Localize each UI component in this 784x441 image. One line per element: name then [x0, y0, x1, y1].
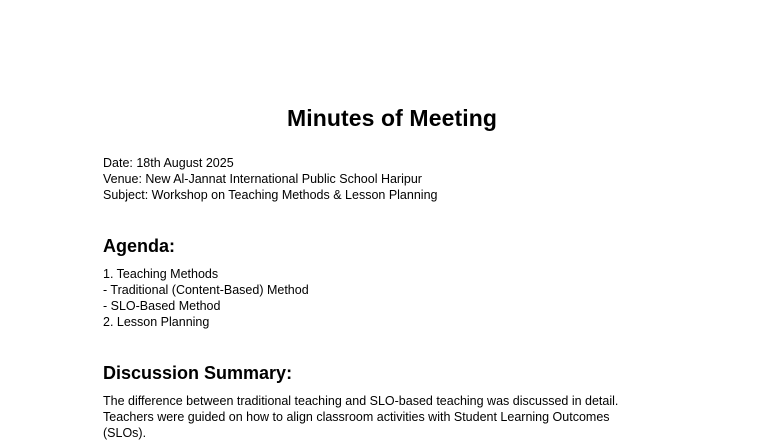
summary-line: The difference between traditional teaching and SLO-based teaching was discussed in detail. — [103, 394, 619, 408]
summary-line: Teachers were guided on how to align classroom activities with Student Learning Outcomes — [103, 410, 610, 424]
meeting-details — [103, 155, 437, 203]
meeting-subject: Subject: Workshop on Teaching Methods & Lesson Planning — [103, 188, 438, 202]
meeting-date: Date: 18th August 2025 — [103, 156, 234, 170]
agenda-item: - SLO-Based Method — [103, 299, 221, 313]
agenda-item: 2. Lesson Planning — [103, 315, 210, 329]
summary-line: (SLOs). — [103, 426, 147, 440]
discussion-summary-text — [103, 393, 663, 441]
agenda-list — [103, 266, 309, 330]
agenda-heading: Agenda: — [103, 236, 175, 256]
agenda-item: - Traditional (Content-Based) Method — [103, 283, 309, 297]
discussion-summary-heading: Discussion Summary: — [103, 363, 293, 383]
document-title: Minutes of Meeting — [286, 105, 498, 131]
meeting-venue: Venue: New Al-Jannat International Public School Haripur — [103, 172, 422, 186]
agenda-item: 1. Teaching Methods — [103, 267, 219, 281]
